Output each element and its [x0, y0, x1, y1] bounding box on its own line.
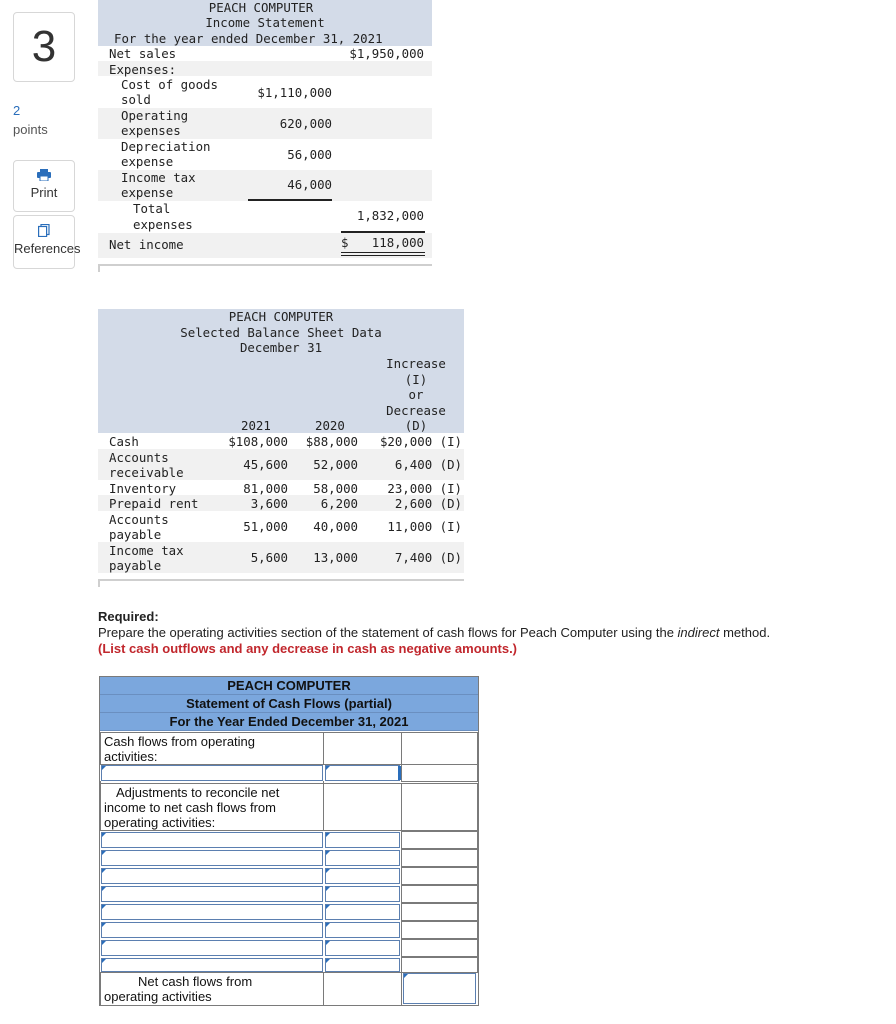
adjustment-amount-input[interactable] [325, 886, 400, 902]
value-change: 6,400 (D) [394, 457, 462, 472]
value-change: 11,000 (I) [387, 519, 462, 534]
adjustment-amount-input[interactable] [325, 940, 400, 956]
value-2021: 3,600 [250, 496, 288, 511]
adjustment-label-input[interactable] [101, 868, 323, 884]
adjustment-label-input[interactable] [101, 832, 323, 848]
total-expenses-value: 1,832,000 [356, 208, 424, 223]
net-income-amount-input[interactable] [325, 765, 400, 781]
adjustment-label-input[interactable] [101, 904, 323, 920]
year-2020-header: 2020 [315, 418, 345, 433]
balance-sheet-date: December 31 [239, 340, 323, 355]
change-header: (I) [404, 372, 428, 387]
expense-value: 46,000 [287, 177, 332, 192]
total-expenses-label: expenses [133, 217, 193, 232]
total-cell [401, 764, 478, 782]
net-income-label: Net income [109, 237, 184, 252]
required-instructions [98, 609, 858, 657]
net-sales-label: Net sales [109, 46, 177, 61]
adjustment-label-input[interactable] [101, 850, 323, 866]
total-cell [401, 957, 478, 973]
account-label: receivable [109, 465, 184, 480]
total-cell [401, 867, 478, 885]
income-statement-period: For the year ended December 31, 2021 [114, 31, 383, 46]
required-text-start: Prepare the operating activities section of the statement of cash flows for Peach Computer using the [98, 625, 678, 640]
total-cell [401, 783, 478, 831]
required-heading: Required: [98, 609, 159, 624]
references-icon [38, 224, 50, 237]
income-statement-title: PEACH COMPUTER [208, 0, 314, 15]
required-text-end: method. [719, 625, 771, 640]
change-header: or [408, 387, 424, 402]
adjustment-amount-input[interactable] [325, 832, 400, 848]
value-2021: 5,600 [250, 550, 288, 565]
expenses-underline [248, 199, 332, 201]
value-change: $20,000 (I) [379, 434, 462, 449]
total-cell [401, 939, 478, 957]
adjustments-heading-line3: operating activities: [104, 815, 216, 830]
value-2021: 81,000 [243, 481, 288, 496]
net-income-dollar: $ [341, 235, 349, 250]
value-2020: 6,200 [320, 496, 358, 511]
value-2020: $88,000 [305, 434, 358, 449]
total-cell [401, 921, 478, 939]
total-expenses-label: Total [133, 201, 171, 216]
cash-flow-answer-table [99, 676, 479, 1006]
value-2020: 13,000 [313, 550, 358, 565]
required-text-emphasis: indirect [677, 625, 720, 640]
table-footer-tick [98, 264, 100, 272]
account-label: Income tax [109, 543, 184, 558]
answer-table-title: PEACH COMPUTER [100, 677, 478, 695]
balance-sheet-data [98, 309, 464, 587]
value-2021: 51,000 [243, 519, 288, 534]
change-header: Decrease [386, 403, 446, 418]
expense-value: $1,110,000 [257, 85, 332, 100]
income-statement [98, 0, 432, 272]
value-2020: 58,000 [313, 481, 358, 496]
adjustment-amount-input[interactable] [325, 850, 400, 866]
table-footer-line [98, 264, 432, 266]
value-2021: 45,600 [243, 457, 288, 472]
expense-label: expense [121, 185, 174, 200]
print-button[interactable] [13, 160, 75, 212]
net-cash-flows-total-input[interactable] [403, 973, 476, 1004]
account-label: Inventory [109, 481, 177, 496]
printer-icon [37, 169, 51, 181]
total-cell [401, 885, 478, 903]
account-label: payable [109, 558, 162, 573]
value-2021: $108,000 [228, 434, 288, 449]
table-footer-line [98, 579, 464, 581]
points-value: 2 [13, 103, 21, 118]
balance-sheet-title: PEACH COMPUTER [228, 309, 334, 324]
adjustment-label-input[interactable] [101, 922, 323, 938]
total-cell [401, 732, 478, 765]
net-income-value: 118,000 [371, 235, 424, 250]
expense-label: expenses [121, 123, 181, 138]
amount-cell [323, 732, 402, 765]
year-2021-header: 2021 [241, 418, 271, 433]
expense-label: sold [121, 92, 151, 107]
cfo-heading-line2: activities: [104, 749, 158, 764]
net-sales-value: $1,950,000 [349, 46, 424, 61]
expense-label: Cost of goods [121, 77, 218, 92]
adjustments-heading-line1: Adjustments to reconcile net [116, 785, 280, 800]
change-header: (D) [404, 418, 428, 433]
adjustment-label-input[interactable] [101, 940, 323, 956]
adjustment-amount-input[interactable] [325, 922, 400, 938]
amount-cell [323, 783, 402, 831]
change-header: Increase [386, 356, 446, 371]
balance-sheet-subtitle: Selected Balance Sheet Data [180, 325, 382, 340]
expense-value: 620,000 [279, 116, 332, 131]
account-label: Cash [109, 434, 139, 449]
answer-table-period: For the Year Ended December 31, 2021 [100, 713, 478, 731]
adjustment-amount-input[interactable] [325, 904, 400, 920]
points-label: points [13, 122, 48, 137]
adjustment-label-input[interactable] [101, 886, 323, 902]
value-2020: 52,000 [313, 457, 358, 472]
expense-label: Depreciation [121, 139, 211, 154]
value-change: 23,000 (I) [387, 481, 462, 496]
account-label: Accounts [109, 512, 169, 527]
total-cell [401, 831, 478, 849]
account-label: Accounts [109, 450, 169, 465]
total-underline [341, 231, 425, 233]
account-label: Prepaid rent [109, 496, 199, 511]
expense-label: expense [121, 154, 174, 169]
total-cell [401, 849, 478, 867]
references-button[interactable] [13, 215, 81, 269]
cfo-heading-line1: Cash flows from operating [104, 734, 256, 749]
income-statement-subtitle: Income Statement [205, 15, 325, 30]
adjustments-heading-line2: income to net cash flows from [104, 800, 276, 815]
net-cash-flows-line2: operating activities [104, 989, 212, 1004]
net-cash-flows-line1: Net cash flows from [138, 974, 253, 989]
expense-label: Operating [121, 108, 189, 123]
print-label: Print [30, 185, 58, 200]
amount-cell [323, 972, 402, 1006]
double-underline-top [341, 252, 425, 253]
references-label: References [14, 241, 81, 256]
answer-table-subtitle: Statement of Cash Flows (partial) [100, 695, 478, 713]
account-label: payable [109, 527, 162, 542]
adjustment-label-input[interactable] [101, 958, 323, 972]
value-change: 7,400 (D) [394, 550, 462, 565]
expense-value: 56,000 [287, 147, 332, 162]
expense-label: Income tax [121, 170, 196, 185]
required-text [98, 625, 858, 641]
required-note: (List cash outflows and any decrease in cash as negative amounts.) [98, 641, 518, 656]
table-footer-tick [98, 579, 100, 587]
double-underline-bottom [341, 255, 425, 256]
net-income-label-input[interactable] [101, 765, 323, 781]
question-number: 3 [13, 12, 75, 82]
adjustment-amount-input[interactable] [325, 958, 400, 972]
value-change: 2,600 (D) [394, 496, 462, 511]
value-2020: 40,000 [313, 519, 358, 534]
expenses-label: Expenses: [109, 62, 177, 77]
total-cell [401, 903, 478, 921]
adjustment-amount-input[interactable] [325, 868, 400, 884]
